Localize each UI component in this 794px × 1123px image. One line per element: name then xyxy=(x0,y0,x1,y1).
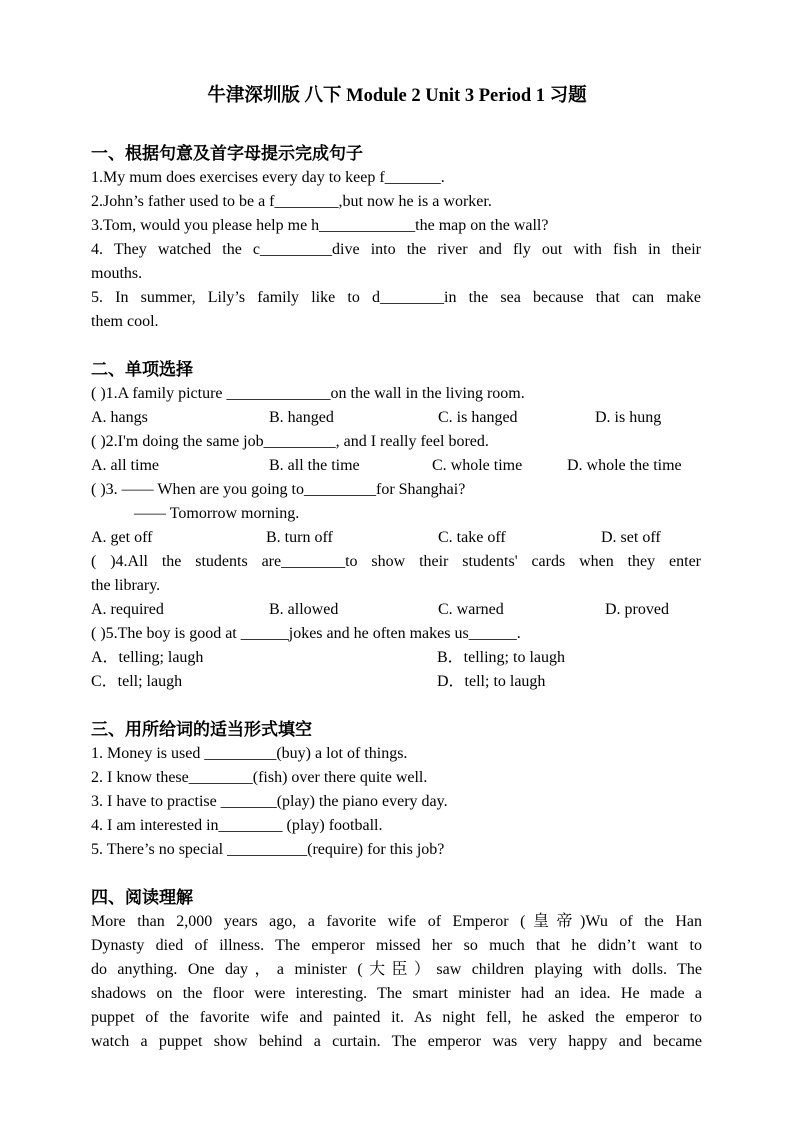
q4-stem-2: the library. xyxy=(91,577,161,594)
section1-item-3: 3.Tom, would you please help me h____________the map on the wall? xyxy=(91,217,549,234)
q2-option-a: A. all time xyxy=(91,457,159,474)
q3-option-d: D. set off xyxy=(601,529,661,546)
q1-option-b: B. hanged xyxy=(269,409,334,426)
q1-option-a: A. hangs xyxy=(91,409,148,426)
section3-item-1: 1. Money is used _________(buy) a lot of things. xyxy=(91,745,408,762)
section1-item-5-cont: them cool. xyxy=(91,313,159,330)
passage-line-2: Dynasty died of illness. The emperor missed her so much that he didn’t want to xyxy=(91,937,702,954)
page-title: 牛津深圳版 八下 Module 2 Unit 3 Period 1 习题 xyxy=(207,86,587,106)
passage-line-1: More than 2,000 years ago, a favorite wife of Emperor (皇帝)Wu of the Han xyxy=(91,913,702,930)
section1-heading: 一、根据句意及首字母提示完成句子 xyxy=(91,144,363,164)
section1-item-4: 4. They watched the c_________dive into the river and fly out with fish in their xyxy=(91,241,701,258)
section1-item-4-cont: mouths. xyxy=(91,265,143,282)
q5-stem: ( )5.The boy is good at ______jokes and he often makes us______. xyxy=(91,625,521,642)
q2-option-b: B. all the time xyxy=(269,457,360,474)
section3-item-4: 4. I am interested in________ (play) football. xyxy=(91,817,383,834)
section3-item-2: 2. I know these________(fish) over there quite well. xyxy=(91,769,428,786)
q3-stem: ( )3. —— When are you going to_________for Shanghai? xyxy=(91,481,466,498)
section1-item-1: 1.My mum does exercises every day to keep f_______. xyxy=(91,169,445,186)
section2-heading: 二、单项选择 xyxy=(91,360,193,380)
q5-option-b: B．telling; to laugh xyxy=(437,649,565,666)
q3-stem-2: —— Tomorrow morning. xyxy=(134,505,300,522)
q4-option-a: A. required xyxy=(91,601,164,618)
q3-option-c: C. take off xyxy=(438,529,506,546)
passage-line-3: do anything. One day，a minister (大臣）saw children playing with dolls. The xyxy=(91,961,702,978)
q4-option-d: D. proved xyxy=(605,601,669,618)
reading-passage xyxy=(91,910,702,1054)
q5-option-d: D．tell; to laugh xyxy=(437,673,546,690)
q2-stem: ( )2.I'm doing the same job_________, and I really feel bored. xyxy=(91,433,489,450)
section3-item-5: 5. There’s no special __________(require) for this job? xyxy=(91,841,445,858)
q3-option-b: B. turn off xyxy=(266,529,333,546)
section1-item-2: 2.John’s father used to be a f________,but now he is a worker. xyxy=(91,193,492,210)
q3-option-a: A. get off xyxy=(91,529,153,546)
q1-option-d: D. is hung xyxy=(595,409,662,426)
section3-heading: 三、用所给词的适当形式填空 xyxy=(91,720,312,740)
q2-option-d: D. whole the time xyxy=(567,457,682,474)
q4-stem: ( )4.All the students are________to show their students' cards when they enter xyxy=(91,553,701,570)
passage-line-6: watch a puppet show behind a curtain. The emperor was very happy and became xyxy=(91,1033,702,1050)
q2-option-c: C. whole time xyxy=(432,457,523,474)
section1-item-5: 5. In summer, Lily’s family like to d________in the sea because that can make xyxy=(91,289,701,306)
q4-option-b: B. allowed xyxy=(269,601,339,618)
q4-option-c: C. warned xyxy=(438,601,504,618)
passage-line-5: puppet of the favorite wife and painted it. As night fell, he asked the emperor to xyxy=(91,1009,702,1026)
q5-option-a: A．telling; laugh xyxy=(91,649,204,666)
section4-heading: 四、阅读理解 xyxy=(91,888,193,908)
q5-option-c: C．tell; laugh xyxy=(91,673,183,690)
passage-line-4: shadows on the floor were interesting. The smart minister had an idea. He made a xyxy=(91,985,702,1002)
section3-item-3: 3. I have to practise _______(play) the piano every day. xyxy=(91,793,448,810)
q1-stem: ( )1.A family picture _____________on the wall in the living room. xyxy=(91,385,525,402)
q1-option-c: C. is hanged xyxy=(438,409,518,426)
